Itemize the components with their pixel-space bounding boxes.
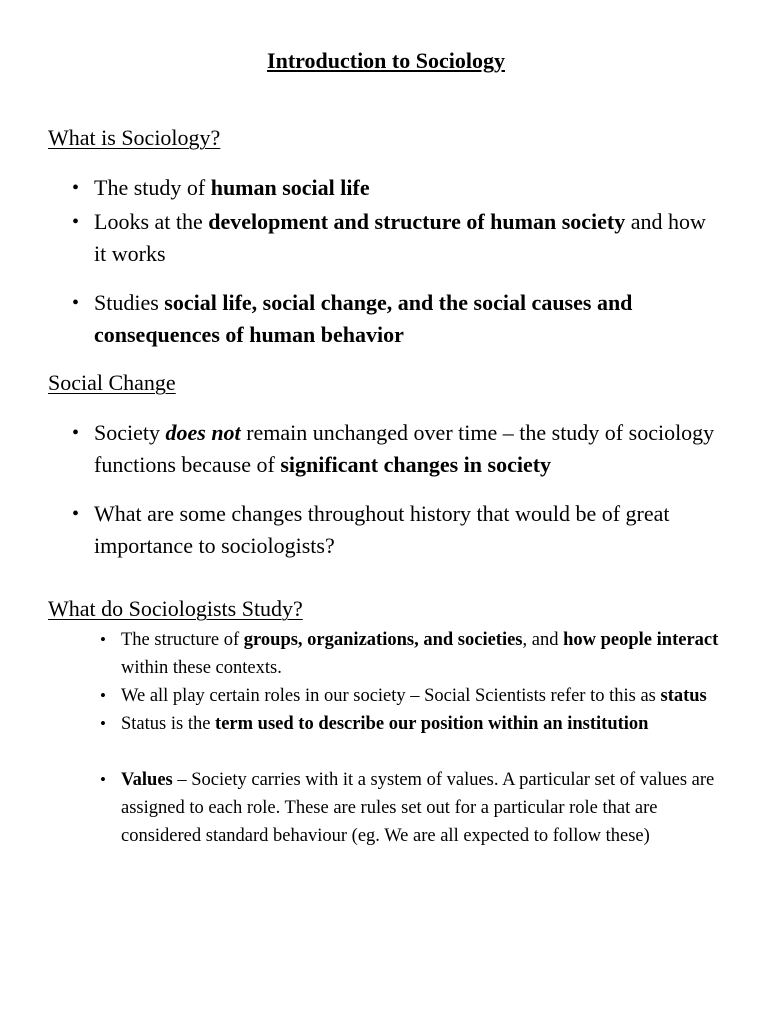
bullet-icon: • — [72, 503, 80, 525]
list-item — [0, 172, 720, 204]
bullet-icon: • — [100, 630, 106, 649]
text-run: remain unchanged over time – the study of sociology functions because of — [94, 420, 715, 477]
list-item — [0, 710, 720, 738]
list-item-text — [121, 714, 648, 734]
bullet-list-what-do-sociologists-study — [0, 626, 720, 850]
text-run: Studies — [94, 290, 165, 315]
list-item-text — [94, 420, 714, 477]
list-item-text — [94, 175, 370, 200]
list-item — [0, 417, 720, 481]
text-run: What are some changes throughout history that would be of great importance to sociologists? — [94, 501, 670, 558]
bold-text: status — [660, 686, 707, 706]
bullet-icon: • — [72, 177, 80, 199]
section-heading-what-do-sociologists-study: What do Sociologists Study? — [48, 596, 303, 621]
list-item — [0, 626, 720, 682]
list-item — [0, 498, 720, 562]
list-item — [0, 206, 720, 270]
bold-text: human social life — [210, 175, 370, 200]
list-item — [0, 287, 720, 351]
section-heading-social-change: Social Change — [48, 370, 176, 395]
text-run: The study of — [94, 175, 211, 200]
bold-text: term used to describe our position within an institution — [215, 714, 649, 734]
bold-text: social life, social change, and the social causes and consequences of human behavior — [94, 290, 633, 347]
text-run: Looks at the — [94, 209, 209, 234]
list-item-text — [121, 686, 707, 706]
bold-text: significant changes in society — [280, 452, 552, 477]
text-run: – Society carries with it a system of values. A particular set of values are assigned to each role. These are rules set out for a particular role that are considered standard behaviour (eg. We are all expected to follow these) — [121, 770, 715, 846]
text-run: and how it works — [94, 209, 706, 266]
text-run: , and — [522, 630, 564, 650]
list-item-text — [94, 501, 670, 558]
bold-italic-text: does not — [165, 420, 241, 445]
page-title: Introduction to Sociology — [267, 48, 505, 73]
bold-text: Values — [121, 770, 173, 790]
section-heading-what-is-sociology: What is Sociology? — [48, 125, 221, 150]
bold-text: how people interact — [563, 630, 719, 650]
text-run: The structure of — [121, 630, 244, 650]
text-run: We all play certain roles in our society – Social Scientists refer to this as — [121, 686, 661, 706]
bullet-icon: • — [100, 770, 106, 789]
bullet-icon: • — [72, 211, 80, 233]
text-run: within these contexts. — [121, 658, 282, 678]
list-item — [0, 766, 720, 850]
bullet-icon: • — [100, 714, 106, 733]
text-run: Society — [94, 420, 166, 445]
list-item — [0, 682, 720, 710]
bold-text: development and structure of human society — [208, 209, 626, 234]
bullet-icon: • — [72, 292, 80, 314]
text-run: Status is the — [121, 714, 216, 734]
bullet-list-what-is-sociology — [0, 172, 720, 351]
bullet-list-social-change — [0, 417, 720, 562]
list-item-text — [94, 209, 706, 266]
list-item-text — [94, 290, 632, 347]
list-item-text — [121, 770, 714, 846]
bullet-icon: • — [72, 422, 80, 444]
bullet-icon: • — [100, 686, 106, 705]
bold-text: groups, organizations, and societies — [243, 630, 523, 650]
list-item-text — [121, 630, 718, 678]
